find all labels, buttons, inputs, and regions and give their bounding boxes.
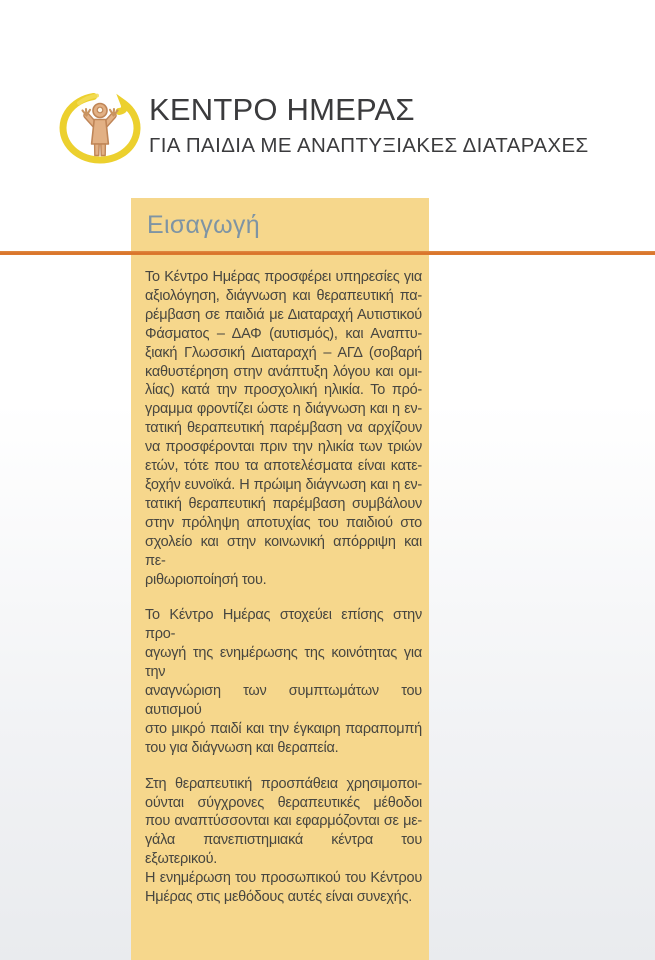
paragraph	[145, 606, 422, 757]
text-line: Η ενημέρωση του προσωπικού του Κέντρου	[145, 870, 422, 887]
text-line: Φάσματος – ΔΑΦ (αυτισμός), και Αναπτυ-	[145, 325, 422, 342]
text-line: αξιολόγηση, διάγνωση και θεραπευτική πα-	[145, 287, 422, 304]
text-line: σχολείο και στην κοινωνική απόρριψη και πε-	[145, 533, 422, 569]
text-line: λίας) κατά την προσχολική ηλικία. Το πρό-	[145, 382, 422, 399]
text-line: που αναπτύσσονται και εφαρμόζονται σε με-	[145, 813, 422, 830]
text-line: ξοχήν ευνοϊκά. Η πρώιμη διάγνωση και η εν-	[145, 476, 422, 493]
text-line: ριθωριοποίησή του.	[145, 571, 267, 588]
text-line: καθυστέρηση στην ανάπτυξη λόγου και ομι-	[145, 363, 422, 380]
text-line: τατική θεραπευτική παρέμβαση συμβάλουν	[145, 495, 422, 512]
day-center-logo-icon	[55, 85, 145, 175]
paragraph	[145, 775, 422, 907]
text-line: αγωγή της ενημέρωσης της κοινότητας για την	[145, 645, 422, 681]
text-line: ξιακή Γλωσσική Διαταραχή – ΑΓΔ (σοβαρή	[145, 344, 422, 361]
section-divider	[0, 251, 655, 255]
text-line: αναγνώριση των συμπτωμάτων του αυτισμού	[145, 683, 422, 718]
page-title: ΚΕΝΤΡΟ ΗΜΕΡΑΣ	[149, 92, 415, 127]
text-line: τατική θεραπευτική παρέμβαση να αρχίζουν	[145, 420, 422, 437]
child-figure-icon	[83, 104, 118, 156]
text-line: στην πρόληψη αποτυχίας του παιδιού στο	[145, 514, 422, 531]
text-line: ρέμβαση σε παιδιά με Διαταραχή Αυτιστικού	[145, 306, 422, 323]
text-line: να προσφέρονται πριν την ηλικία των τριών	[145, 439, 422, 456]
text-line: ετών, τότε που τα αποτελέσματα είναι κατε-	[145, 458, 422, 475]
text-line: γραμμα φροντίζει ώστε η διάγνωση και η εν-	[145, 401, 422, 418]
paragraph	[145, 268, 422, 589]
text-line: Ημέρας στις μεθόδους αυτές είναι συνεχής.	[145, 889, 413, 906]
text-line: ούνται σύγχρονες θεραπευτικές μέθοδοι	[145, 794, 422, 811]
intro-text	[131, 268, 429, 924]
text-line: Το Κέντρο Ημέρας προσφέρει υπηρεσίες για	[145, 269, 422, 285]
text-line: του για διάγνωση και θεραπεία.	[145, 739, 339, 756]
section-heading: Εισαγωγή	[147, 211, 260, 239]
text-line: Το Κέντρο Ημέρας στοχεύει επίσης στην προ-	[145, 607, 422, 643]
text-line: στο μικρό παιδί και την έγκαιρη παραπομπή	[145, 720, 422, 737]
page-subtitle: ΓΙΑ ΠΑΙΔΙΑ ΜΕ ΑΝΑΠΤΥΞΙΑΚΕΣ ΔΙΑΤΑΡΑΧΕΣ	[149, 134, 589, 157]
text-line: Στη θεραπευτική προσπάθεια χρησιμοποι-	[145, 775, 422, 792]
text-line: γάλα πανεπιστημιακά κέντρα του εξωτερικού.	[145, 832, 422, 868]
